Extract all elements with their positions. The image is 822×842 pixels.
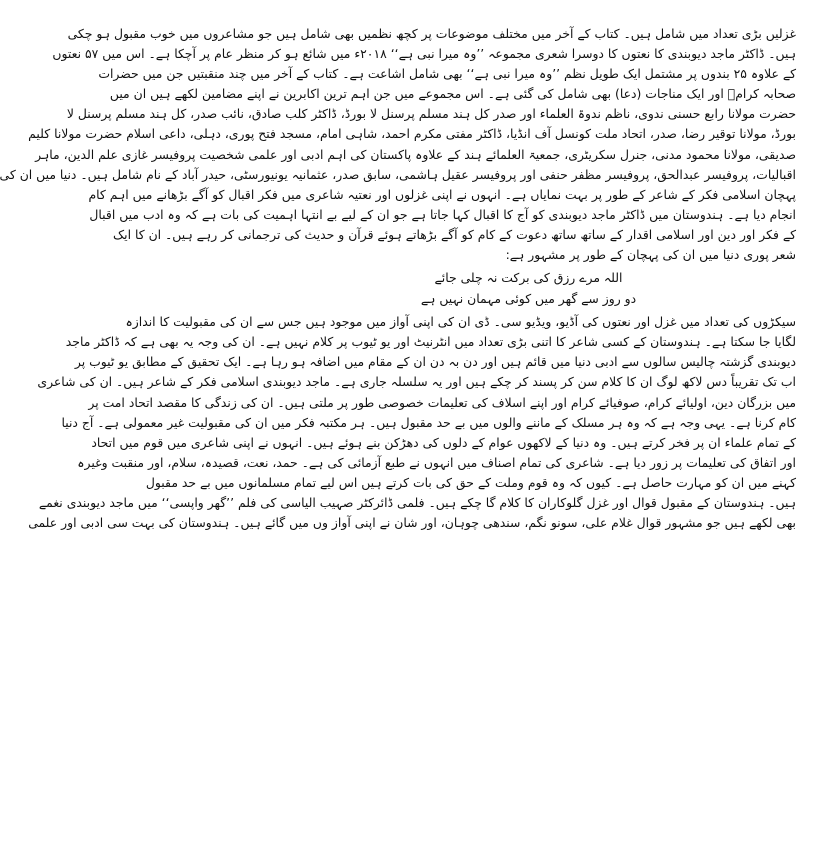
text-line: شعر پوری دنیا میں ان کی پہچان کے طور پر مشہور ہے: xyxy=(505,247,796,263)
text-line: دیوبندی گزشتہ چالیس سالوں سے ادبی دنیا میں قائم ہیں اور دن بہ دن ان کے مقام میں اضافہ ہو رہا ہے۔ ایک تحقیق کے مطابق یو ٹیوب پر xyxy=(74,354,796,370)
text-line: حضرت مولانا رابع حسنی ندوی، ناظم ندوۃ العلماء اور صدر کل ہند مسلم پرسنل لا بورڈ، ڈاکٹر کلب صادق، نائب صدر، کل ہند مسلم پرسنل لا xyxy=(66,106,796,122)
text-line: انجام دیا ہے۔ ہندوستان میں ڈاکٹر ماجد دیوبندی کو آج کا اقبال کہا جاتا ہے جو ان کے لیے بے انتہا اہمیت کی بات ہے کہ وہ ادب میں اقبال xyxy=(89,206,796,222)
text-line: اب تک تقریباً دس لاکھ لوگ ان کا کلام سن کر پسند کر چکے ہیں اور یہ سلسلہ جاری ہے۔ ماجد دیوبندی اسلامی فکر کے شاعر ہیں۔ ان کی شاعری xyxy=(37,374,796,390)
text-line: کہنے میں ان کو مہارت حاصل ہے۔ کیوں کہ وہ قوم وملت کے حق کی بات کرتے ہیں اس لیے تمام مسلمانوں میں بے حد مقبول xyxy=(145,474,796,490)
text-line: کے تمام علماء ان پر فخر کرتے ہیں۔ وہ دنیا کے لاکھوں عوام کے دلوں کی دھڑکن بنے ہوئے ہیں۔ انہوں نے اپنی شاعری میں قوم میں اتحاد xyxy=(91,434,796,450)
text-line: کے فکر اور دین اور اسلامی اقدار کے ساتھ ساتھ دعوت کے کام کو آگے بڑھاتے ہوئے قرآن و حدیث کی ترجمانی کر رہے ہیں۔ ان کا ایک xyxy=(113,226,796,242)
text-line: بورڈ، مولانا توقیر رضا، صدر، اتحاد ملت کونسل آف انڈیا، ڈاکٹر مفتی مکرم احمد، شاہی امام، مسجد فتح پوری، دہلی، داعی اسلام حضرت مولانا کلیم xyxy=(28,126,796,142)
text-line: صدیقی، مولانا محمود مدنی، جنرل سکریٹری، جمعیۃ العلمائے ہند کے علاوہ پاکستان کی اہم ادبی اور علمی شخصیت پروفیسر غازی علم الدین، ماہر xyxy=(35,146,796,162)
text-line: غزلیں بڑی تعداد میں شامل ہیں۔ کتاب کے آخر میں مختلف موضوعات پر کچھ نظمیں بھی شامل ہیں جو مشاعروں میں خوب مقبول ہو چکی xyxy=(67,26,796,41)
text-line: لگایا جا سکتا ہے۔ ہندوستان کے کسی شاعر کا اتنی بڑی تعداد میں انٹرنیٹ اور یو ٹیوب پر کلام نہیں ہے۔ ان کی وجہ یہ بھی ہے کہ ڈاکٹر ماجد xyxy=(65,334,796,350)
verse-line: دو روز سے گھر میں کوئی مہمان نہیں ہے xyxy=(420,291,637,307)
verse-line: اللہ مرے رزق کی برکت نہ چلی جائے xyxy=(434,270,623,286)
text-line: اقبالیات، پروفیسر عبدالحق، پروفیسر مظفر حنفی اور پروفیسر عقیل ہاشمی، سابق صدر، عثمانیہ یونیورسٹی، حیدر آباد کے نام شامل ہیں۔ دنیا میں ان کی xyxy=(0,166,796,182)
text-line: میں بزرگان دین، اولیائے کرام، صوفیائے کرام اور اپنے اسلاف کی تعلیمات خصوصی طور پر ملتی ہیں۔ ان کی زندگی کا مقصد اتحاد امت پر xyxy=(88,394,796,410)
text-line: ہیں۔ ڈاکٹر ماجد دیوبندی کا نعتوں کا دوسرا شعری مجموعہ ’’وہ میرا نبی ہے‘‘ ۲۰۱۸ء میں شائع ہو کر منظر عام پر آچکا ہے۔ اس میں ۵۷ نعتوں xyxy=(52,46,796,62)
text-line: پہچان اسلامی فکر کے شاعر کے طور پر بہت نمایاں ہے۔ انہوں نے اپنی غزلوں اور نعتیہ شاعری میں فکر اقبال کو آگے بڑھانے میں اہم کام xyxy=(88,186,796,202)
paragraph-1 xyxy=(0,24,796,265)
text-line: صحابہ کرامؓ اور ایک مناجات (دعا) بھی شامل کی گئی ہے۔ اس مجموعے میں جن اہم ترین اکابرین نے اپنے مضامین لکھے ہیں ان میں xyxy=(109,86,796,102)
text-line: اور اتفاق کی تعلیمات پر زور دیا ہے۔ شاعری کی تمام اصناف میں انہوں نے طبع آزمائی کی ہے۔ حمد، نعت، قصیدہ، سلام، اور منقبت وغیرہ xyxy=(77,454,796,470)
text-line: بھی لکھے ہیں جو مشہور قوال غلام علی، سونو نگم، سندھی چوہان، اور شان نے اپنی آواز وں میں گائے ہیں۔ ہندوستان کی بہت سی ادبی اور علمی xyxy=(28,515,796,531)
text-line: سیکڑوں کی تعداد میں غزل اور نعتوں کی آڈیو، ویڈیو سی۔ ڈی ان کی اپنی آواز میں موجود ہیں جس سے ان کی مقبولیت کا اندازہ xyxy=(125,314,796,330)
couplet xyxy=(261,267,796,309)
text-line: کے علاوہ ۲۵ بندوں پر مشتمل ایک طویل نظم ’’وہ میرا نبی ہے‘‘ بھی شامل اشاعت ہے۔ کتاب کے آخر میں چند منقبتیں جن میں حضرات xyxy=(98,66,796,82)
text-line: ہیں۔ ہندوستان کے مقبول قوال اور غزل گلوکاران کا کلام گا چکے ہیں۔ فلمی ڈائرکٹر صہیب الیاسی کی فلم ’’گھر واپسی‘‘ میں ماجد دیوبندی نغمے xyxy=(38,494,796,510)
paragraph-2 xyxy=(28,312,796,533)
text-line: کام کرنا ہے۔ یہی وجہ ہے کہ وہ ہر مسلک کے ماننے والوں میں بے حد مقبول ہیں۔ ہر مکتبہ فکر میں ان کی مقبولیت غیر معمولی ہے۔ آج دنیا xyxy=(61,414,796,430)
